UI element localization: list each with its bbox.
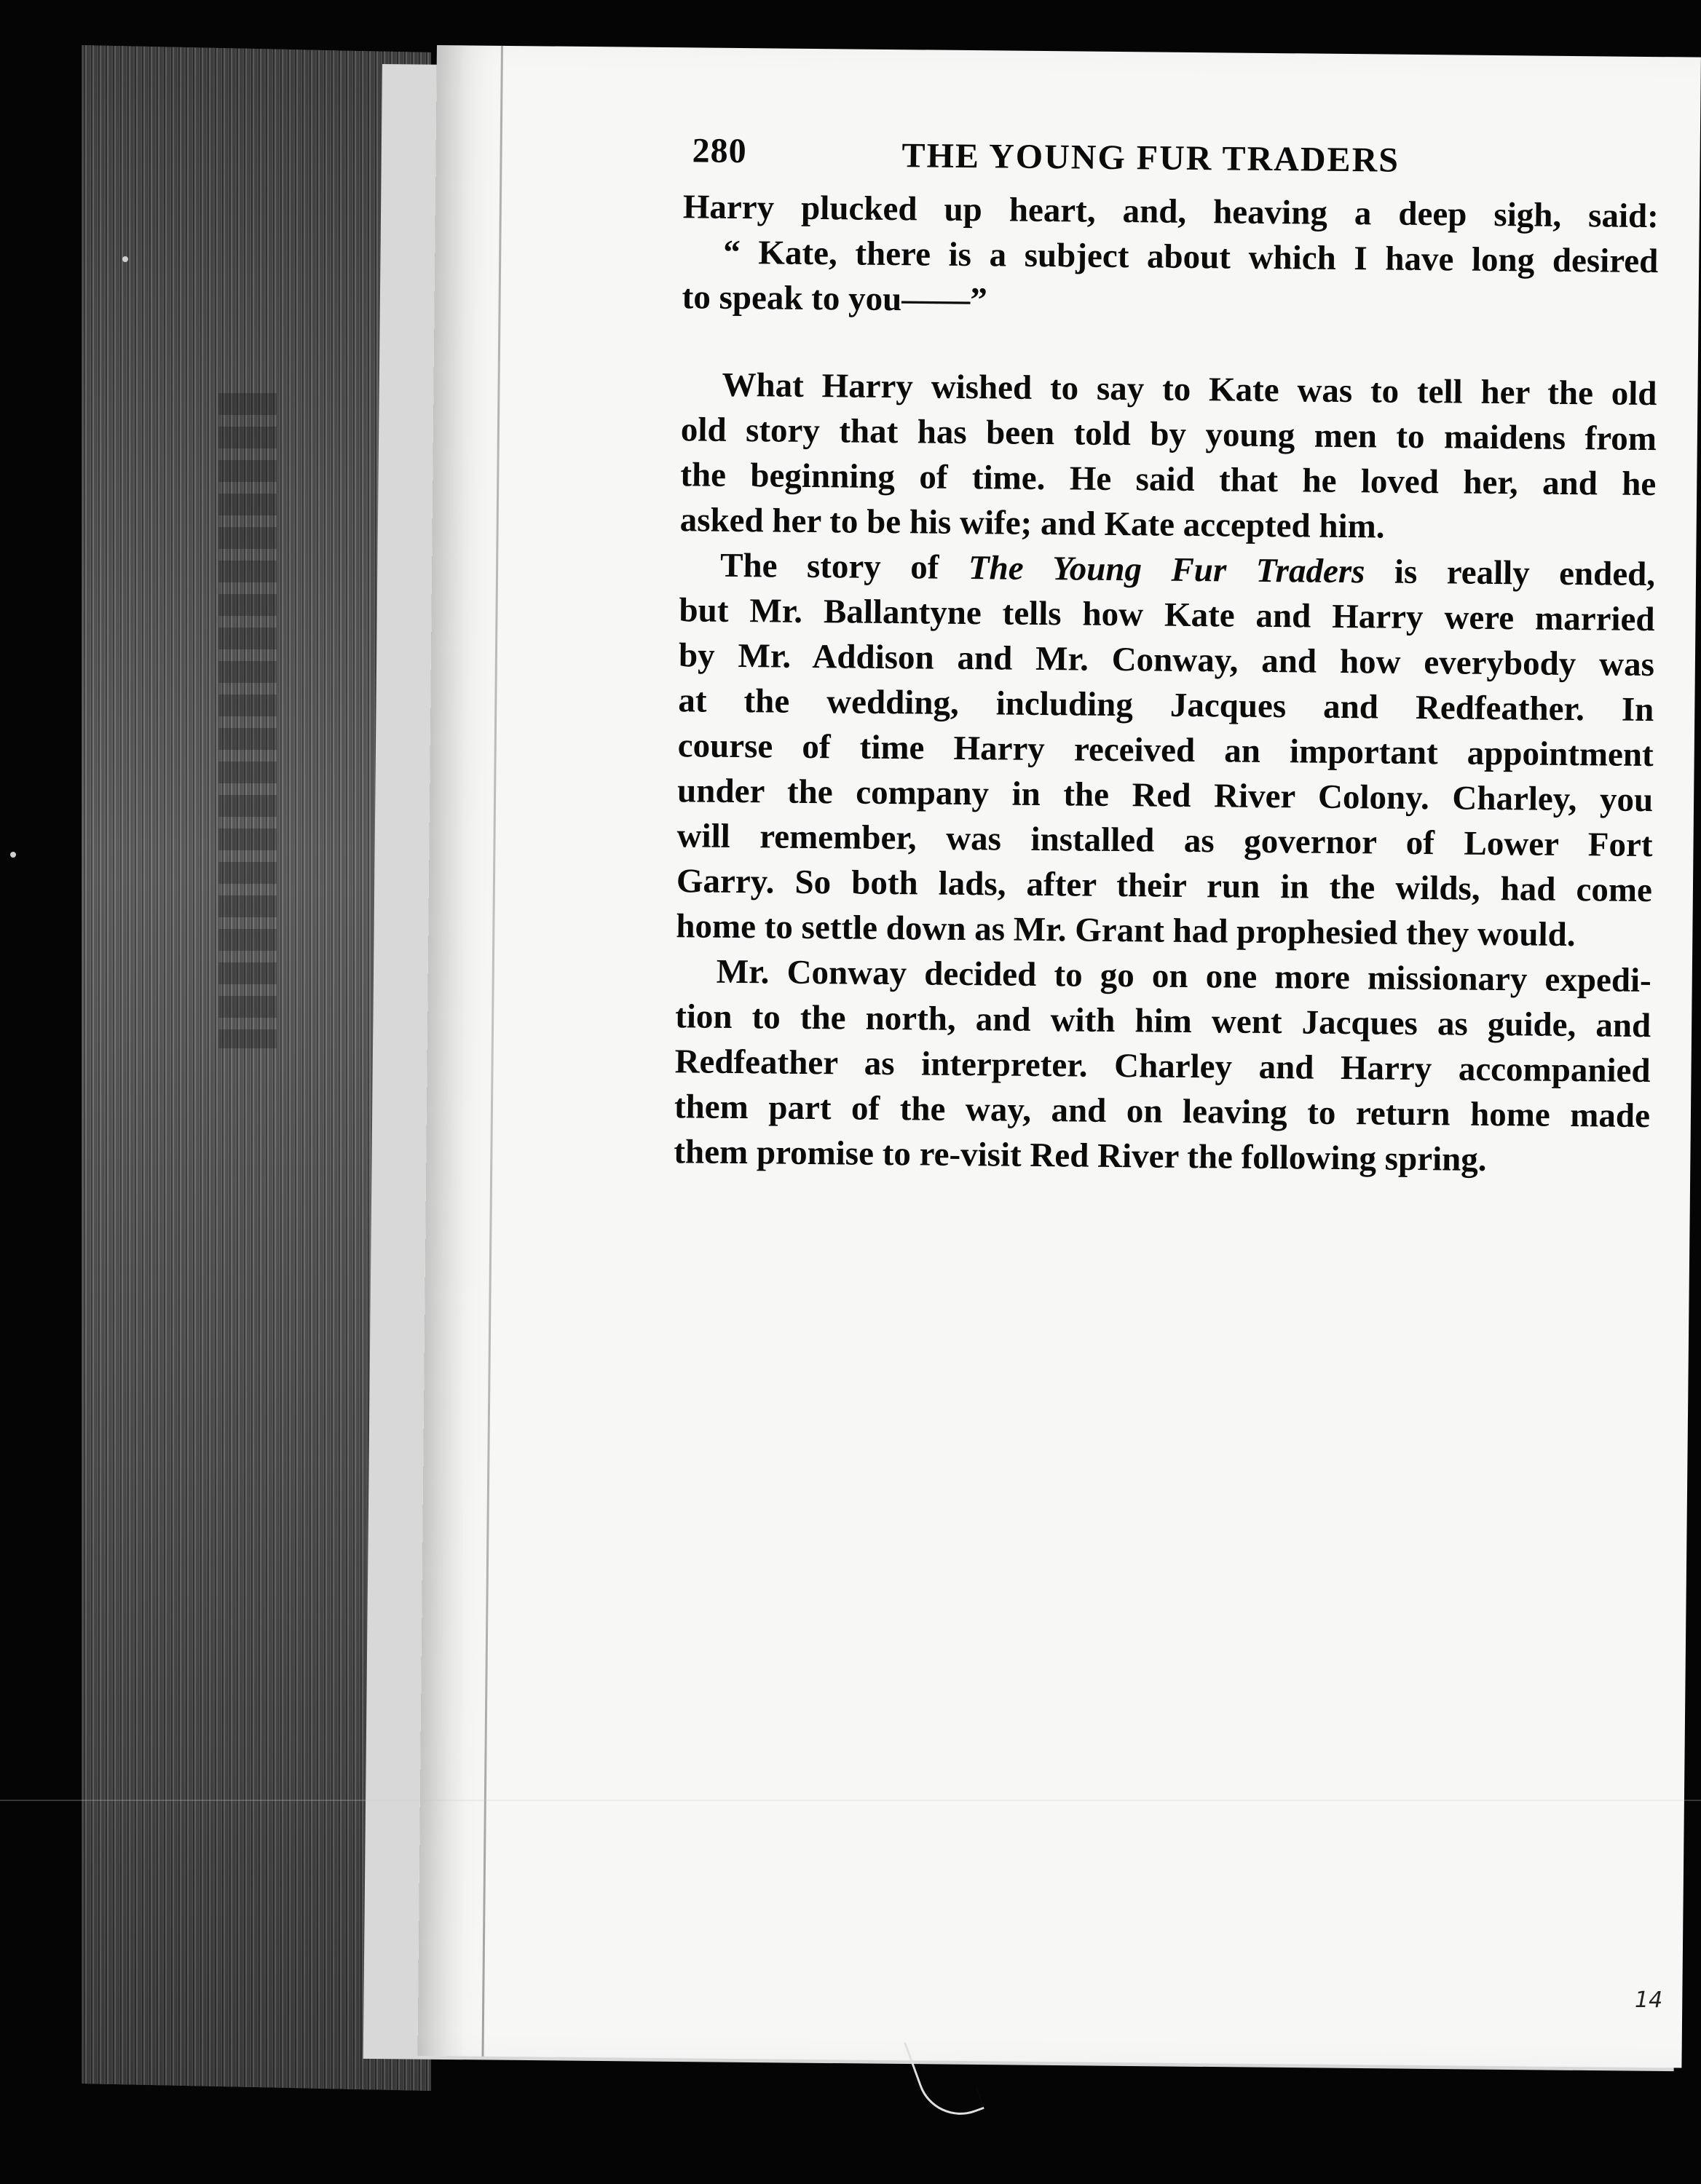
- page-text: [674, 126, 1659, 1184]
- book-page: [417, 45, 1700, 2068]
- text-line: Garry. So both lads, after their run in the wilds, had come: [676, 862, 1653, 910]
- book-title: THE YOUNG FUR TRADERS: [901, 136, 1400, 180]
- spine-lettering-shadow: [218, 393, 277, 1048]
- text-line: old story that has been told by young men to maidens from: [680, 411, 1657, 459]
- running-head: [683, 126, 1659, 194]
- text-line: will remember, was installed as governor of Lower Fort: [676, 817, 1653, 865]
- text-line: under the company in the Red River Colony. Charley, you: [676, 772, 1654, 820]
- text-line: Redfeather as interpreter. Charley and Harry accompanied: [674, 1042, 1651, 1091]
- text-line: them part of the way, and on leaving to return home made: [674, 1088, 1651, 1136]
- text-line: tion to the north, and with him went Jacques as guide, and: [674, 997, 1651, 1045]
- dust-speck: [10, 852, 16, 858]
- text-line: course of time Harry received an important appointment: [677, 727, 1654, 775]
- text-line: by Mr. Addison and Mr. Conway, and how everybody was: [678, 636, 1655, 684]
- text-line: to speak to you——”: [682, 278, 988, 320]
- gutter-line: [481, 46, 503, 2057]
- text-fragment: is really ended,: [1365, 553, 1656, 594]
- text-line: What Harry wished to say to Kate was to tell her the old: [722, 365, 1657, 414]
- book-title-italic: The Young Fur Traders: [968, 549, 1365, 591]
- scan-artifact-line: [0, 1800, 1701, 1801]
- page-number: 280: [692, 131, 747, 171]
- text-line: home to settle down as Mr. Grant had prophesied they would.: [676, 907, 1576, 954]
- text-line: asked her to be his wife; and Kate accepted him.: [679, 501, 1385, 546]
- corner-mark: 14: [1635, 1987, 1663, 2013]
- text-line: Mr. Conway decided to go on one more missionary expedi-: [716, 952, 1651, 1000]
- text-fragment: The story of: [719, 546, 969, 587]
- text-line: Harry plucked up heart, and, heaving a deep sigh, said:: [682, 188, 1659, 236]
- text-line: them promise to re-visit Red River the following spring.: [674, 1133, 1487, 1179]
- dust-speck: [122, 256, 128, 262]
- text-line: “ Kate, there is a subject about which I have long desired: [723, 233, 1659, 281]
- text-line: but Mr. Ballantyne tells how Kate and Harry were married: [679, 591, 1655, 639]
- text-line: at the wedding, including Jacques and Redfeather. In: [678, 681, 1654, 729]
- text-line: the beginning of time. He said that he loved her, and he: [680, 456, 1657, 504]
